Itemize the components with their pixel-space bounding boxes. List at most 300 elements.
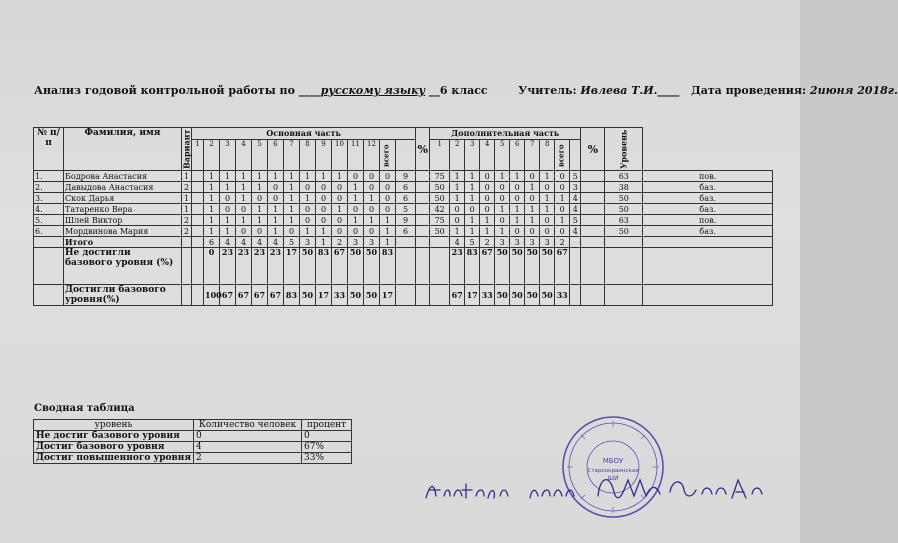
empty-cell <box>416 204 430 215</box>
student-name: Татаренко Вера <box>64 204 182 215</box>
extra-summary-cell: 67 <box>450 285 465 306</box>
student-num: 3. <box>34 193 64 204</box>
main-score-cell: 0 <box>380 182 396 193</box>
main-summary-cell: 1 <box>380 237 396 248</box>
main-summary-cell: 3 <box>300 237 316 248</box>
extra-total-cell: 5 <box>570 171 581 182</box>
main-summary-cell: 50 <box>364 248 380 285</box>
extra-summary-cell: 50 <box>540 248 555 285</box>
main-score-cell: 1 <box>300 193 316 204</box>
extra-score-cell: 1 <box>465 226 480 237</box>
extra-task-header: 1 <box>430 140 450 171</box>
empty-cell <box>34 237 64 248</box>
empty-cell <box>581 182 605 193</box>
main-score-cell: 0 <box>268 193 284 204</box>
extra-summary-cell: 33 <box>480 285 495 306</box>
extra-summary-cell: 50 <box>540 285 555 306</box>
extra-part-header: Дополнительная часть <box>430 128 581 140</box>
header-subject: русскому языку <box>320 84 426 97</box>
extra-total-cell: 5 <box>570 215 581 226</box>
main-score-cell: 1 <box>268 215 284 226</box>
student-num: 6. <box>34 226 64 237</box>
main-summary-cell: 33 <box>332 285 348 306</box>
main-score-cell: 0 <box>364 171 380 182</box>
empty-cell <box>396 237 416 248</box>
extra-total-cell: 3 <box>570 182 581 193</box>
extra-percent-cell: 50 <box>605 193 643 204</box>
empty-cell <box>581 248 605 285</box>
empty-cell <box>396 248 416 285</box>
main-score-cell: 0 <box>364 182 380 193</box>
empty-cell <box>416 226 430 237</box>
extra-task-header: 4 <box>480 140 495 171</box>
main-total-header: всего <box>380 140 396 171</box>
main-summary-cell: 4 <box>268 237 284 248</box>
empty-cell <box>570 248 581 285</box>
empty-cell <box>416 248 430 285</box>
empty-cell <box>192 237 204 248</box>
extra-summary-cell: 33 <box>555 285 570 306</box>
extra-score-cell: 0 <box>495 215 510 226</box>
student-level: баз. <box>643 193 773 204</box>
empty-cell <box>192 193 204 204</box>
main-total-cell: 6 <box>396 182 416 193</box>
main-summary-cell: 50 <box>300 285 316 306</box>
main-summary-cell: 67 <box>252 285 268 306</box>
main-score-cell: 1 <box>316 171 332 182</box>
extra-score-cell: 1 <box>510 171 525 182</box>
empty-cell <box>605 237 643 248</box>
main-summary-cell: 50 <box>364 285 380 306</box>
seal-text-line2: Староокраинская <box>587 468 639 474</box>
extra-score-cell: 1 <box>450 226 465 237</box>
empty-cell <box>416 215 430 226</box>
empty-cell <box>605 248 643 285</box>
main-summary-cell: 4 <box>252 237 268 248</box>
main-score-cell: 0 <box>284 226 300 237</box>
summary-header-row <box>34 420 352 431</box>
main-score-cell: 0 <box>300 182 316 193</box>
main-score-cell: 0 <box>300 215 316 226</box>
summary-row <box>34 453 352 464</box>
student-num: 1. <box>34 171 64 182</box>
main-score-cell: 0 <box>316 193 332 204</box>
extra-task-header: 8 <box>540 140 555 171</box>
extra-score-cell: 1 <box>495 226 510 237</box>
empty-cell <box>416 171 430 182</box>
extra-task-header: 6 <box>510 140 525 171</box>
student-name: Скок Дарья <box>64 193 182 204</box>
main-summary-cell: 23 <box>236 248 252 285</box>
main-summary-cell: 17 <box>380 285 396 306</box>
main-summary-cell: 17 <box>284 248 300 285</box>
extra-summary-cell: 50 <box>510 248 525 285</box>
empty-cell <box>581 193 605 204</box>
main-task-header: 3 <box>220 140 236 171</box>
extra-score-cell: 1 <box>495 171 510 182</box>
empty-cell <box>570 237 581 248</box>
summary-cell: 67% <box>302 442 352 453</box>
main-score-cell: 1 <box>252 182 268 193</box>
main-score-cell: 0 <box>380 204 396 215</box>
main-score-cell: 1 <box>220 226 236 237</box>
empty-cell <box>182 248 192 285</box>
extra-summary-cell: 50 <box>495 285 510 306</box>
extra-score-cell: 1 <box>450 193 465 204</box>
extra-summary-cell: 2 <box>555 237 570 248</box>
main-score-cell: 1 <box>236 215 252 226</box>
seal-text-line3: ШИ <box>607 475 619 482</box>
main-score-cell: 1 <box>348 215 364 226</box>
main-summary-cell: 3 <box>348 237 364 248</box>
table-header-row <box>34 128 773 140</box>
student-variant: 2 <box>182 215 192 226</box>
extra-score-cell: 0 <box>495 193 510 204</box>
main-score-cell: 1 <box>332 204 348 215</box>
main-score-cell: 1 <box>204 215 220 226</box>
main-score-cell: 0 <box>268 182 284 193</box>
student-num: 4. <box>34 204 64 215</box>
date-value: 2июня 2018г. <box>809 84 898 97</box>
main-score-cell: 1 <box>268 171 284 182</box>
summary-cell: Достиг базового уровня <box>34 442 194 453</box>
results-table <box>33 127 773 306</box>
main-total-cell: 5 <box>396 204 416 215</box>
main-task-header: 6 <box>268 140 284 171</box>
main-summary-cell: 100 <box>204 285 220 306</box>
main-score-cell: 1 <box>204 171 220 182</box>
extra-score-cell: 1 <box>450 182 465 193</box>
main-score-cell: 1 <box>252 215 268 226</box>
empty-cell <box>416 237 430 248</box>
main-score-cell: 1 <box>220 215 236 226</box>
table-row <box>34 193 773 204</box>
main-part-header: Основная часть <box>192 128 416 140</box>
main-summary-cell: 50 <box>348 285 364 306</box>
main-score-cell: 0 <box>380 171 396 182</box>
main-score-cell: 1 <box>300 226 316 237</box>
summary-header-cell: процент <box>302 420 352 431</box>
student-variant: 1 <box>182 171 192 182</box>
extra-score-cell: 1 <box>525 182 540 193</box>
level-header: Уровень <box>605 128 643 171</box>
main-percent-header: % <box>416 128 430 171</box>
extra-score-cell: 1 <box>510 204 525 215</box>
main-score-cell: 1 <box>284 182 300 193</box>
main-score-cell: 0 <box>316 204 332 215</box>
extra-summary-cell: 23 <box>450 248 465 285</box>
extra-total-cell: 4 <box>570 226 581 237</box>
empty-cell <box>643 237 773 248</box>
extra-total-header: всего <box>555 140 570 171</box>
empty-cell <box>416 285 430 306</box>
student-variant: 2 <box>182 182 192 193</box>
student-name: Мордвинова Мария <box>64 226 182 237</box>
extra-score-cell: 0 <box>555 226 570 237</box>
main-summary-cell: 23 <box>268 248 284 285</box>
main-task-header: 2 <box>204 140 220 171</box>
extra-score-cell: 1 <box>510 215 525 226</box>
extra-summary-cell: 5 <box>465 237 480 248</box>
student-level: баз. <box>643 204 773 215</box>
student-level: баз. <box>643 226 773 237</box>
main-score-cell: 1 <box>204 226 220 237</box>
empty-cell <box>192 204 204 215</box>
table-row <box>34 171 773 182</box>
extra-score-cell: 0 <box>540 182 555 193</box>
summary-cell: 33% <box>302 453 352 464</box>
main-percent-cell: 50 <box>430 182 450 193</box>
itogo-label: Итого <box>64 237 182 248</box>
extra-score-cell: 1 <box>555 215 570 226</box>
main-task-header: 10 <box>332 140 348 171</box>
extra-total-cell: 4 <box>570 204 581 215</box>
main-summary-cell: 67 <box>332 248 348 285</box>
empty-cell <box>192 248 204 285</box>
empty-cell <box>643 248 773 285</box>
extra-summary-cell: 3 <box>510 237 525 248</box>
main-score-cell: 1 <box>316 226 332 237</box>
header-text: Анализ годовой контрольной работы по ____ <box>34 84 321 97</box>
extra-score-cell: 0 <box>540 215 555 226</box>
main-summary-cell: 1 <box>316 237 332 248</box>
main-task-header: 9 <box>316 140 332 171</box>
extra-score-cell: 0 <box>480 193 495 204</box>
main-score-cell: 0 <box>220 204 236 215</box>
empty-cell <box>581 204 605 215</box>
main-score-cell: 1 <box>364 193 380 204</box>
summary-cell: 4 <box>194 442 302 453</box>
extra-summary-cell: 2 <box>480 237 495 248</box>
extra-score-cell: 0 <box>495 182 510 193</box>
summary-cell: Не достиг базового уровня <box>34 431 194 442</box>
extra-score-cell: 0 <box>450 204 465 215</box>
empty-cell <box>430 237 450 248</box>
main-score-cell: 1 <box>220 182 236 193</box>
table-row <box>34 182 773 193</box>
extra-task-header: 5 <box>495 140 510 171</box>
main-percent-cell: 50 <box>430 226 450 237</box>
main-score-cell: 1 <box>380 226 396 237</box>
extra-summary-cell: 4 <box>450 237 465 248</box>
main-score-cell: 1 <box>236 193 252 204</box>
extra-percent-cell: 38 <box>605 182 643 193</box>
table-row <box>34 248 773 285</box>
table-row <box>34 204 773 215</box>
main-summary-cell: 83 <box>380 248 396 285</box>
main-score-cell: 0 <box>348 204 364 215</box>
empty-cell <box>643 285 773 306</box>
director-signature <box>420 466 780 510</box>
col-variant-header: Вариант <box>181 129 191 169</box>
seal-text-line1: МБОУ <box>602 457 624 465</box>
summary-header-cell: уровень <box>34 420 194 431</box>
main-percent-cell: 50 <box>430 193 450 204</box>
empty-cell <box>396 285 416 306</box>
summary-row <box>34 431 352 442</box>
empty-cell <box>581 237 605 248</box>
main-score-cell: 1 <box>380 215 396 226</box>
extra-score-cell: 0 <box>555 182 570 193</box>
extra-task-header: 3 <box>465 140 480 171</box>
col-name-header: Фамилия, имя <box>64 128 182 171</box>
main-summary-cell: 23 <box>252 248 268 285</box>
empty-cell <box>192 215 204 226</box>
main-score-cell: 0 <box>300 204 316 215</box>
extra-score-cell: 1 <box>465 182 480 193</box>
summary-row <box>34 442 352 453</box>
summary-table <box>33 419 352 464</box>
extra-summary-cell: 83 <box>465 248 480 285</box>
main-score-cell: 0 <box>364 226 380 237</box>
main-score-cell: 1 <box>284 215 300 226</box>
main-summary-cell: 67 <box>268 285 284 306</box>
extra-score-cell: 1 <box>450 171 465 182</box>
extra-summary-cell: 50 <box>525 285 540 306</box>
summary-header-cell: Количество человек <box>194 420 302 431</box>
extra-total-cell: 4 <box>570 193 581 204</box>
main-score-cell: 0 <box>236 204 252 215</box>
main-summary-cell: 5 <box>284 237 300 248</box>
main-score-cell: 0 <box>332 226 348 237</box>
main-score-cell: 1 <box>252 171 268 182</box>
main-score-cell: 1 <box>204 182 220 193</box>
empty-cell <box>605 285 643 306</box>
extra-score-cell: 1 <box>465 171 480 182</box>
empty-cell <box>570 285 581 306</box>
student-variant: 1 <box>182 204 192 215</box>
main-score-cell: 1 <box>204 193 220 204</box>
extra-summary-cell: 50 <box>495 248 510 285</box>
table-row <box>34 237 773 248</box>
empty-cell <box>430 248 450 285</box>
empty-cell <box>581 226 605 237</box>
main-summary-cell: 2 <box>332 237 348 248</box>
main-task-header: 4 <box>236 140 252 171</box>
empty-cell <box>416 182 430 193</box>
extra-percent-cell: 63 <box>605 215 643 226</box>
main-score-cell: 1 <box>284 204 300 215</box>
main-score-cell: 1 <box>332 171 348 182</box>
report-header <box>34 84 898 97</box>
main-score-cell: 0 <box>236 226 252 237</box>
main-score-cell: 1 <box>364 215 380 226</box>
summary-cell: 0 <box>194 431 302 442</box>
extra-score-cell: 0 <box>450 215 465 226</box>
summary-title: Сводная таблица <box>34 403 135 414</box>
main-summary-cell: 4 <box>220 237 236 248</box>
main-score-cell: 0 <box>316 215 332 226</box>
extra-score-cell: 0 <box>480 182 495 193</box>
empty-cell <box>416 193 430 204</box>
main-task-header: 8 <box>300 140 316 171</box>
main-summary-cell: 50 <box>348 248 364 285</box>
main-score-cell: 1 <box>268 204 284 215</box>
main-score-cell: 0 <box>252 226 268 237</box>
extra-summary-cell: 67 <box>480 248 495 285</box>
col-num-header: № п/п <box>34 128 64 171</box>
student-name: Шлей Виктор <box>64 215 182 226</box>
main-score-cell: 0 <box>348 226 364 237</box>
student-level: пов. <box>643 215 773 226</box>
extra-summary-cell: 50 <box>510 285 525 306</box>
main-summary-cell: 83 <box>316 248 332 285</box>
extra-task-header: 7 <box>525 140 540 171</box>
extra-percent-cell: 50 <box>605 226 643 237</box>
extra-score-cell: 0 <box>510 182 525 193</box>
main-summary-cell: 23 <box>220 248 236 285</box>
empty-cell <box>581 285 605 306</box>
teacher-tail: ____ <box>657 84 680 97</box>
student-num: 5. <box>34 215 64 226</box>
extra-task-header: 2 <box>450 140 465 171</box>
main-percent-cell: 42 <box>430 204 450 215</box>
main-score-cell: 1 <box>252 204 268 215</box>
main-summary-cell: 3 <box>364 237 380 248</box>
table-row <box>34 285 773 306</box>
main-task-header: 1 <box>192 140 204 171</box>
main-total-cell: 6 <box>396 193 416 204</box>
student-num: 2. <box>34 182 64 193</box>
main-score-cell: 1 <box>284 193 300 204</box>
extra-score-cell: 1 <box>540 204 555 215</box>
extra-score-cell: 1 <box>465 193 480 204</box>
main-score-cell: 0 <box>252 193 268 204</box>
student-level: пов. <box>643 171 773 182</box>
empty-cell <box>430 285 450 306</box>
main-summary-cell: 4 <box>236 237 252 248</box>
main-score-cell: 1 <box>268 226 284 237</box>
main-score-cell: 0 <box>332 215 348 226</box>
main-total-cell: 9 <box>396 171 416 182</box>
summary-cell: Достиг повышенного уровня <box>34 453 194 464</box>
extra-score-cell: 1 <box>480 215 495 226</box>
extra-score-cell: 1 <box>480 226 495 237</box>
extra-score-cell: 0 <box>525 171 540 182</box>
main-summary-cell: 0 <box>204 248 220 285</box>
summary-cell: 0 <box>302 431 352 442</box>
teacher-name: Ивлева Т.И. <box>580 84 658 97</box>
empty-cell <box>192 226 204 237</box>
empty-cell <box>182 285 192 306</box>
extra-score-cell: 1 <box>465 215 480 226</box>
student-name: Бодрова Анастасия <box>64 171 182 182</box>
main-summary-cell: 67 <box>220 285 236 306</box>
main-summary-cell: 83 <box>284 285 300 306</box>
extra-summary-cell: 3 <box>495 237 510 248</box>
reached-label: Достигли базового уровня(%) <box>64 285 182 306</box>
extra-score-cell: 0 <box>525 193 540 204</box>
main-summary-cell: 6 <box>204 237 220 248</box>
student-variant: 1 <box>182 193 192 204</box>
empty-cell <box>192 182 204 193</box>
main-score-cell: 1 <box>220 171 236 182</box>
extra-score-cell: 0 <box>465 204 480 215</box>
table-row <box>34 215 773 226</box>
main-task-header: 11 <box>348 140 364 171</box>
extra-score-cell: 0 <box>540 226 555 237</box>
header-class: __6 класс <box>425 84 488 97</box>
main-summary-cell: 50 <box>300 248 316 285</box>
extra-score-cell: 1 <box>495 204 510 215</box>
extra-score-cell: 0 <box>555 204 570 215</box>
empty-cell <box>34 285 64 306</box>
extra-summary-cell: 67 <box>555 248 570 285</box>
main-score-cell: 1 <box>236 171 252 182</box>
main-percent-cell: 75 <box>430 215 450 226</box>
extra-score-cell: 1 <box>540 193 555 204</box>
extra-score-cell: 1 <box>540 171 555 182</box>
